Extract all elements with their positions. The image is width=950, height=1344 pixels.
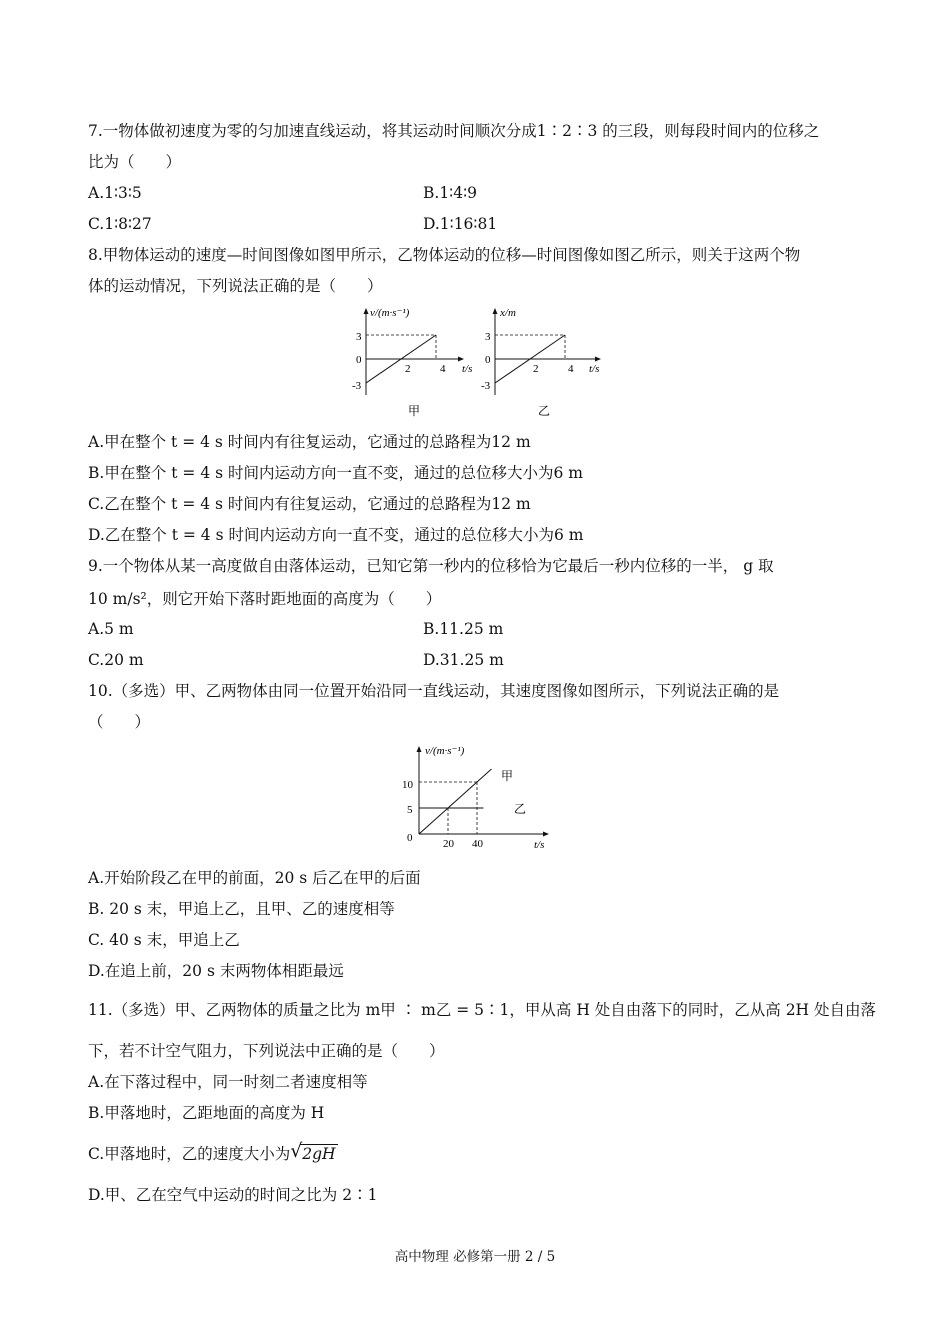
q10-ytick-10: 10: [402, 779, 413, 791]
q9-option-b: B.11.25 m: [423, 620, 504, 638]
q9-option-c: C.20 m: [88, 651, 144, 669]
q7-stem-line1: 7.一物体做初速度为零的匀加速直线运动，将其运动时间顺次分成1∶2∶3 的三段，则每段时间内的位移之: [88, 122, 820, 140]
q11-stem-line1: 11.（多选）甲、乙两物体的质量之比为 m甲 ∶ m乙 = 5∶1，甲从高 H 处自由落下的同时，乙从高 2H 处自由落: [88, 1001, 876, 1019]
q10-option-d: D.在追上前，20 s 末两物体相距最远: [88, 962, 344, 980]
q9-stem-line2: 10 m/s²，则它开始下落时距地面的高度为（ ）: [88, 590, 442, 608]
q8-jia-ylabel: v/(m·s⁻¹): [370, 307, 410, 319]
q8-jia-xtick-4: 4: [440, 363, 446, 375]
q8-jia-ytick-neg3: -3: [352, 380, 362, 392]
q10-xtick-20: 20: [443, 838, 454, 850]
q8-yi-ytick-neg3: -3: [481, 380, 491, 392]
q8-yi-ytick-0: 0: [485, 354, 491, 366]
q8-graph-jia: [352, 307, 472, 418]
q7-option-c: C.1∶8∶27: [88, 215, 152, 233]
q9-option-a: A.5 m: [88, 620, 134, 638]
q11-option-b: B.甲落地时，乙距地面的高度为 H: [88, 1104, 325, 1122]
q8-jia-y-arrow: [364, 308, 369, 314]
q10-x-arrow: [543, 832, 549, 837]
q10-ylabel: v/(m·s⁻¹): [425, 745, 465, 757]
q8-jia-ytick-3: 3: [356, 331, 362, 343]
q10-ytick-0: 0: [407, 832, 413, 844]
q8-yi-ylabel: x/m: [500, 307, 516, 319]
q8-yi-y-arrow: [493, 308, 498, 314]
q11-option-c-radicand: 2gH: [302, 1145, 336, 1163]
q10-legend-jia: 甲: [501, 769, 514, 783]
q8-option-d: D.乙在整个 t = 4 s 时间内运动方向一直不变，通过的总位移大小为6 m: [88, 526, 584, 544]
q11-option-c-text: C.甲落地时，乙的速度大小为: [88, 1145, 291, 1163]
q8-graph-yi: [481, 307, 601, 418]
q10-legend-yi: 乙: [514, 802, 527, 816]
q10-option-b: B. 20 s 末，甲追上乙，且甲、乙的速度相等: [88, 900, 395, 918]
q7-option-a: A.1∶3∶5: [88, 184, 142, 202]
q8-yi-x-arrow: [595, 357, 601, 362]
q8-yi-xtick-4: 4: [568, 363, 574, 375]
q8-stem-line2: 体的运动情况，下列说法正确的是（ ）: [88, 277, 383, 295]
q8-option-a: A.甲在整个 t = 4 s 时间内有往复运动，它通过的总路程为12 m: [88, 433, 531, 451]
q7-option-d: D.1∶16∶81: [423, 215, 498, 233]
q9-stem-line1: 9.一个物体从某一高度做自由落体运动，已知它第一秒内的位移恰为它最后一秒内位移的一半， g 取: [88, 557, 774, 575]
q8-option-b: B.甲在整个 t = 4 s 时间内运动方向一直不变，通过的总位移大小为6 m: [88, 464, 583, 482]
q8-graphs: [340, 300, 610, 425]
q8-jia-caption: 甲: [408, 404, 421, 418]
page-footer: 高中物理 必修第一册 2 / 5: [394, 1249, 556, 1265]
q8-jia-xtick-2: 2: [405, 363, 411, 375]
q8-stem-line1: 8.甲物体运动的速度—时间图像如图甲所示，乙物体运动的位移—时间图像如图乙所示，则关于这两个物: [88, 246, 801, 264]
q10-y-arrow: [417, 746, 422, 752]
q10-series-jia-line: [419, 769, 492, 834]
q8-yi-ytick-3: 3: [485, 331, 491, 343]
q11-stem-line2: 下，若不计空气阻力，下列说法中正确的是（ ）: [88, 1042, 445, 1060]
q7-stem-line2: 比为（ ）: [88, 153, 182, 171]
q11-option-a: A.在下落过程中，同一时刻二者速度相等: [88, 1073, 368, 1091]
q10-stem-line1: 10.（多选）甲、乙两物体由同一位置开始沿同一直线运动，其速度图像如图所示，下列说法正确的是: [88, 682, 780, 700]
q10-option-a: A.开始阶段乙在甲的前面，20 s 后乙在甲的后面: [88, 869, 421, 887]
q8-jia-xlabel: t/s: [462, 363, 473, 375]
q10-option-c: C. 40 s 末，甲追上乙: [88, 931, 240, 949]
q10-stem-line2: （ ）: [88, 713, 151, 731]
q10-graph: [395, 738, 565, 856]
q8-yi-xtick-2: 2: [533, 363, 539, 375]
q8-jia-ytick-0: 0: [356, 354, 362, 366]
q11-option-c-formula: [290, 1140, 337, 1164]
q8-yi-caption: 乙: [538, 404, 551, 418]
sqrt-sign-icon: √: [290, 1140, 303, 1162]
q11-option-c: [88, 1140, 338, 1164]
q10-xtick-40: 40: [472, 838, 483, 850]
q11-option-d: D.甲、乙在空气中运动的时间之比为 2∶1: [88, 1186, 378, 1204]
q8-yi-xlabel: t/s: [589, 363, 600, 375]
q10-xlabel: t/s: [534, 839, 545, 851]
q7-option-b: B.1∶4∶9: [423, 184, 477, 202]
q9-option-d: D.31.25 m: [423, 651, 504, 669]
q10-ytick-5: 5: [407, 804, 413, 816]
q8-option-c: C.乙在整个 t = 4 s 时间内有往复运动，它通过的总路程为12 m: [88, 495, 531, 513]
q8-jia-x-arrow: [458, 357, 464, 362]
